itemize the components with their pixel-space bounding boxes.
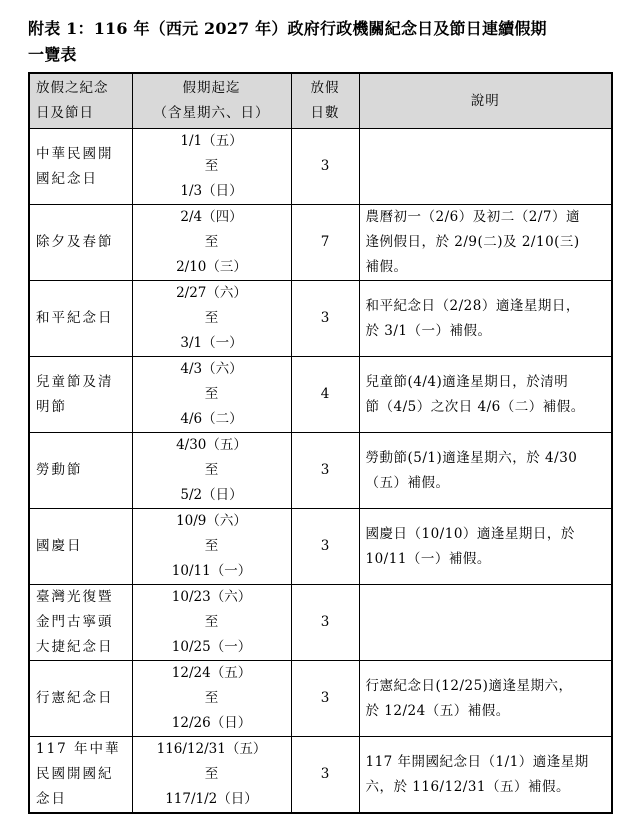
period-start: 4/3（六）: [180, 361, 243, 377]
document-title: [28, 16, 628, 68]
period-cell: [132, 661, 291, 737]
note-cell: [359, 661, 612, 737]
header-days: 放假 日數: [291, 73, 359, 129]
period-cell: [132, 357, 291, 433]
note-line: 國慶日（10/10）適逢星期日，於: [365, 525, 575, 542]
period-end: 3/1（一）: [180, 335, 243, 351]
table-row: [29, 661, 612, 737]
note-line: 行憲紀念日(12/25)適逢星期六，: [365, 677, 573, 694]
period-start: 116/12/31（五）: [156, 741, 267, 757]
note-cell: [359, 205, 612, 281]
note-line: 10/11（一）補假。: [365, 550, 491, 567]
table-row: [29, 205, 612, 281]
holiday-name-line: 兒童節及清: [36, 373, 114, 390]
holiday-name-line: 除夕及春節: [36, 234, 114, 250]
table-row: [29, 509, 612, 585]
days-cell: 3: [291, 433, 359, 509]
period-to: 至: [204, 234, 219, 250]
table-row: [29, 737, 612, 814]
holiday-name-line: 和平紀念日: [36, 310, 114, 326]
period-end: 10/11（一）: [171, 563, 252, 579]
holiday-name-cell: [29, 433, 132, 509]
holiday-name-cell: [29, 661, 132, 737]
note-line: 於 3/1（一）補假。: [365, 322, 492, 339]
note-line: 逢例假日，於 2/9(二)及 2/10(三): [365, 234, 580, 250]
note-line: 六，於 116/12/31（五）補假。: [365, 778, 571, 795]
days-cell: 3: [291, 129, 359, 205]
note-line: 農曆初一（2/6）及初二（2/7）適: [365, 209, 580, 225]
note-cell: [359, 585, 612, 661]
period-end: 2/10（三）: [176, 259, 247, 275]
holiday-name-line: 大捷紀念日: [36, 639, 114, 655]
period-end: 4/6（二）: [180, 411, 243, 427]
note-cell: [359, 129, 612, 205]
period-to: 至: [204, 310, 219, 326]
period-start: 2/27（六）: [176, 285, 247, 301]
period-end: 117/1/2（日）: [165, 791, 258, 807]
note-cell: [359, 433, 612, 509]
holiday-name-line: 民國開國紀: [36, 766, 114, 782]
period-cell: [132, 509, 291, 585]
period-start: 12/24（五）: [171, 665, 252, 681]
title-line-1: 附表 1：116 年（西元 2027 年）政府行政機關紀念日及節日連續假期: [28, 19, 547, 38]
period-start: 10/23（六）: [171, 589, 252, 605]
days-cell: 3: [291, 281, 359, 357]
title-line-2: 一覽表: [28, 45, 77, 64]
period-to: 至: [204, 158, 219, 174]
period-to: 至: [204, 462, 219, 478]
table-row: [29, 129, 612, 205]
holiday-name-line: 念日: [36, 791, 67, 807]
table-row: [29, 357, 612, 433]
note-cell: [359, 281, 612, 357]
note-line: 補假。: [365, 259, 408, 275]
holiday-name-cell: [29, 281, 132, 357]
holiday-name-line: 金門古寧頭: [36, 614, 114, 630]
days-cell: 3: [291, 737, 359, 814]
period-end: 1/3（日）: [180, 183, 243, 199]
days-cell: 3: [291, 661, 359, 737]
holiday-name-cell: [29, 585, 132, 661]
note-line: 於 12/24（五）補假。: [365, 702, 510, 719]
note-cell: [359, 357, 612, 433]
period-end: 5/2（日）: [180, 487, 243, 503]
holiday-name-cell: [29, 205, 132, 281]
holiday-name-line: 行憲紀念日: [36, 690, 114, 706]
holiday-name-cell: [29, 357, 132, 433]
period-start: 2/4（四）: [180, 209, 243, 225]
holiday-name-cell: [29, 509, 132, 585]
holiday-name-cell: [29, 129, 132, 205]
table-row: [29, 281, 612, 357]
holiday-name-line: 國紀念日: [36, 170, 98, 187]
holiday-name-line: 中華民國開: [36, 145, 114, 162]
note-cell: [359, 509, 612, 585]
period-to: 至: [204, 538, 219, 554]
holiday-name-cell: [29, 737, 132, 814]
note-line: 兒童節(4/4)適逢星期日，於清明: [365, 373, 569, 390]
header-holiday-name: 放假之紀念 日及節日: [29, 73, 132, 129]
period-to: 至: [204, 614, 219, 630]
period-cell: [132, 585, 291, 661]
period-cell: [132, 737, 291, 814]
period-start: 10/9（六）: [176, 513, 247, 529]
period-to: 至: [204, 690, 219, 706]
holiday-table: [28, 72, 613, 814]
period-start: 1/1（五）: [180, 133, 243, 149]
days-cell: 7: [291, 205, 359, 281]
table-body: [29, 129, 612, 814]
header-note: 說明: [359, 73, 612, 129]
period-cell: [132, 129, 291, 205]
note-line: 和平紀念日（2/28）適逢星期日，: [365, 297, 580, 314]
note-line: 節（4/5）之次日 4/6（二）補假。: [365, 398, 585, 415]
period-end: 10/25（一）: [171, 639, 252, 655]
table-row: [29, 585, 612, 661]
note-line: （五）補假。: [365, 474, 450, 491]
holiday-name-line: 明節: [36, 398, 67, 415]
period-cell: [132, 205, 291, 281]
period-start: 4/30（五）: [176, 437, 247, 453]
note-line: 117 年開國紀念日（1/1）適逢星期: [365, 753, 589, 770]
holiday-name-line: 臺灣光復暨: [36, 589, 114, 605]
days-cell: 3: [291, 509, 359, 585]
period-to: 至: [204, 386, 219, 402]
note-line: 勞動節(5/1)適逢星期六，於 4/30: [365, 449, 578, 466]
period-cell: [132, 433, 291, 509]
header-period: 假期起迄 （含星期六、日）: [132, 73, 291, 129]
table-header-row: [29, 73, 612, 129]
days-cell: 3: [291, 585, 359, 661]
table-row: [29, 433, 612, 509]
period-cell: [132, 281, 291, 357]
holiday-name-line: 國慶日: [36, 538, 83, 554]
period-to: 至: [204, 766, 219, 782]
holiday-name-line: 勞動節: [36, 462, 83, 478]
days-cell: 4: [291, 357, 359, 433]
period-end: 12/26（日）: [171, 715, 252, 731]
holiday-name-line: 117 年中華: [36, 741, 121, 757]
note-cell: [359, 737, 612, 814]
